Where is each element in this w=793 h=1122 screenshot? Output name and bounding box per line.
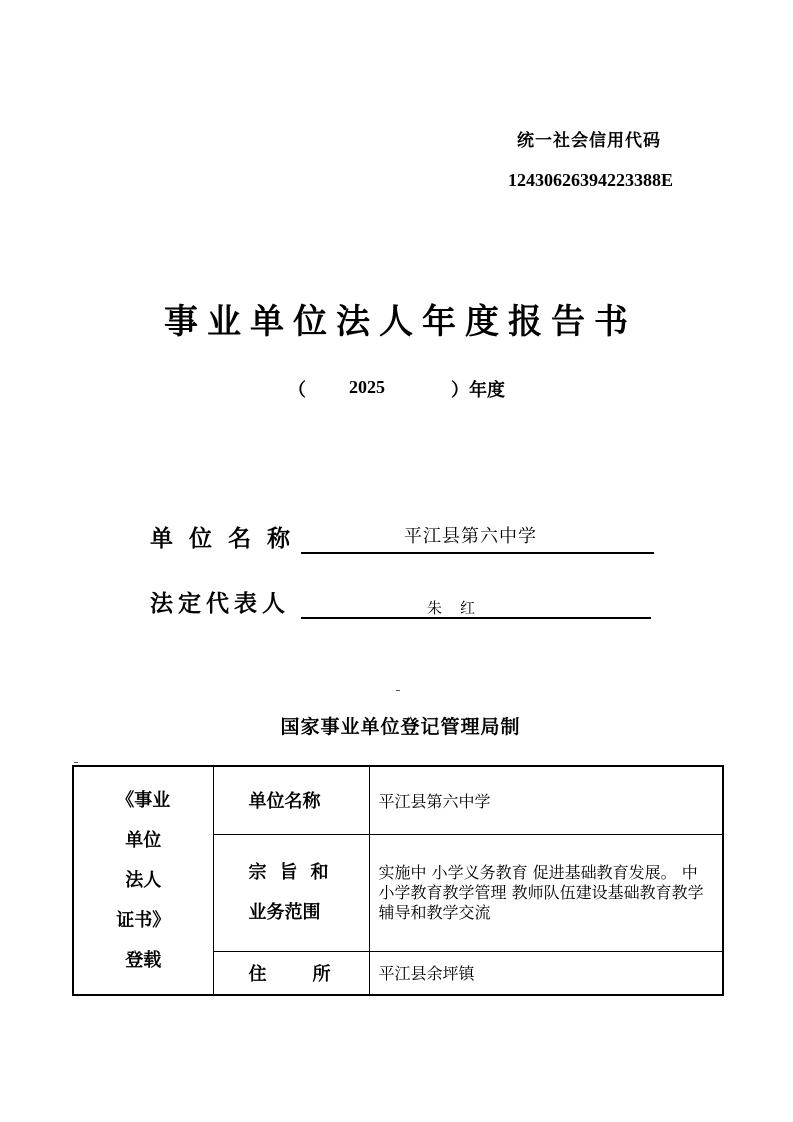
certificate-title-line: 证书》	[116, 909, 171, 931]
legal-rep-underline	[301, 617, 651, 619]
row-value-purpose	[369, 834, 723, 951]
unit-name-value: 平江县第六中学	[404, 526, 537, 547]
unit-name-label: 单位名称	[150, 526, 306, 552]
certificate-title-line: 登载	[125, 949, 162, 971]
credit-code-value: 12430626394223388E	[508, 170, 674, 190]
certificate-title-line: 《事业	[116, 789, 171, 811]
certificate-title	[74, 781, 213, 981]
row-label-address: 住所	[213, 951, 369, 995]
certificate-title-line: 单位	[125, 829, 162, 851]
report-year: 2025	[349, 377, 385, 397]
row-value-unit-name: 平江县第六中学	[369, 766, 723, 834]
row-label-purpose	[213, 834, 369, 951]
row-value-address: 平江县余坪镇	[369, 951, 723, 995]
unit-name-underline	[301, 552, 654, 554]
purpose-text: 实施中 小学义务教育 促进基础教育发展。 中 小学教育教学管理 教师队伍建设基础教育教学辅导和教学交流	[378, 862, 704, 922]
scan-mark	[74, 762, 78, 763]
legal-rep-value: 朱红	[427, 599, 494, 617]
credit-code-label: 统一社会信用代码	[517, 131, 661, 151]
legal-rep-label: 法定代表人	[150, 591, 290, 617]
certificate-title-cell	[73, 766, 213, 995]
scan-mark	[396, 690, 400, 691]
certificate-title-line: 法人	[125, 869, 162, 891]
certificate-info-table	[72, 765, 724, 996]
row-label-unit-name: 单位名称	[213, 766, 369, 834]
row-label-purpose-line2: 业务范围	[248, 901, 321, 923]
year-open-paren: （	[288, 380, 306, 401]
issuing-authority: 国家事业单位登记管理局制	[280, 716, 521, 738]
row-label-purpose-line1: 宗旨和	[248, 861, 342, 883]
year-suffix: ）年度	[451, 380, 505, 401]
report-title: 事业单位法人年度报告书	[164, 302, 637, 342]
